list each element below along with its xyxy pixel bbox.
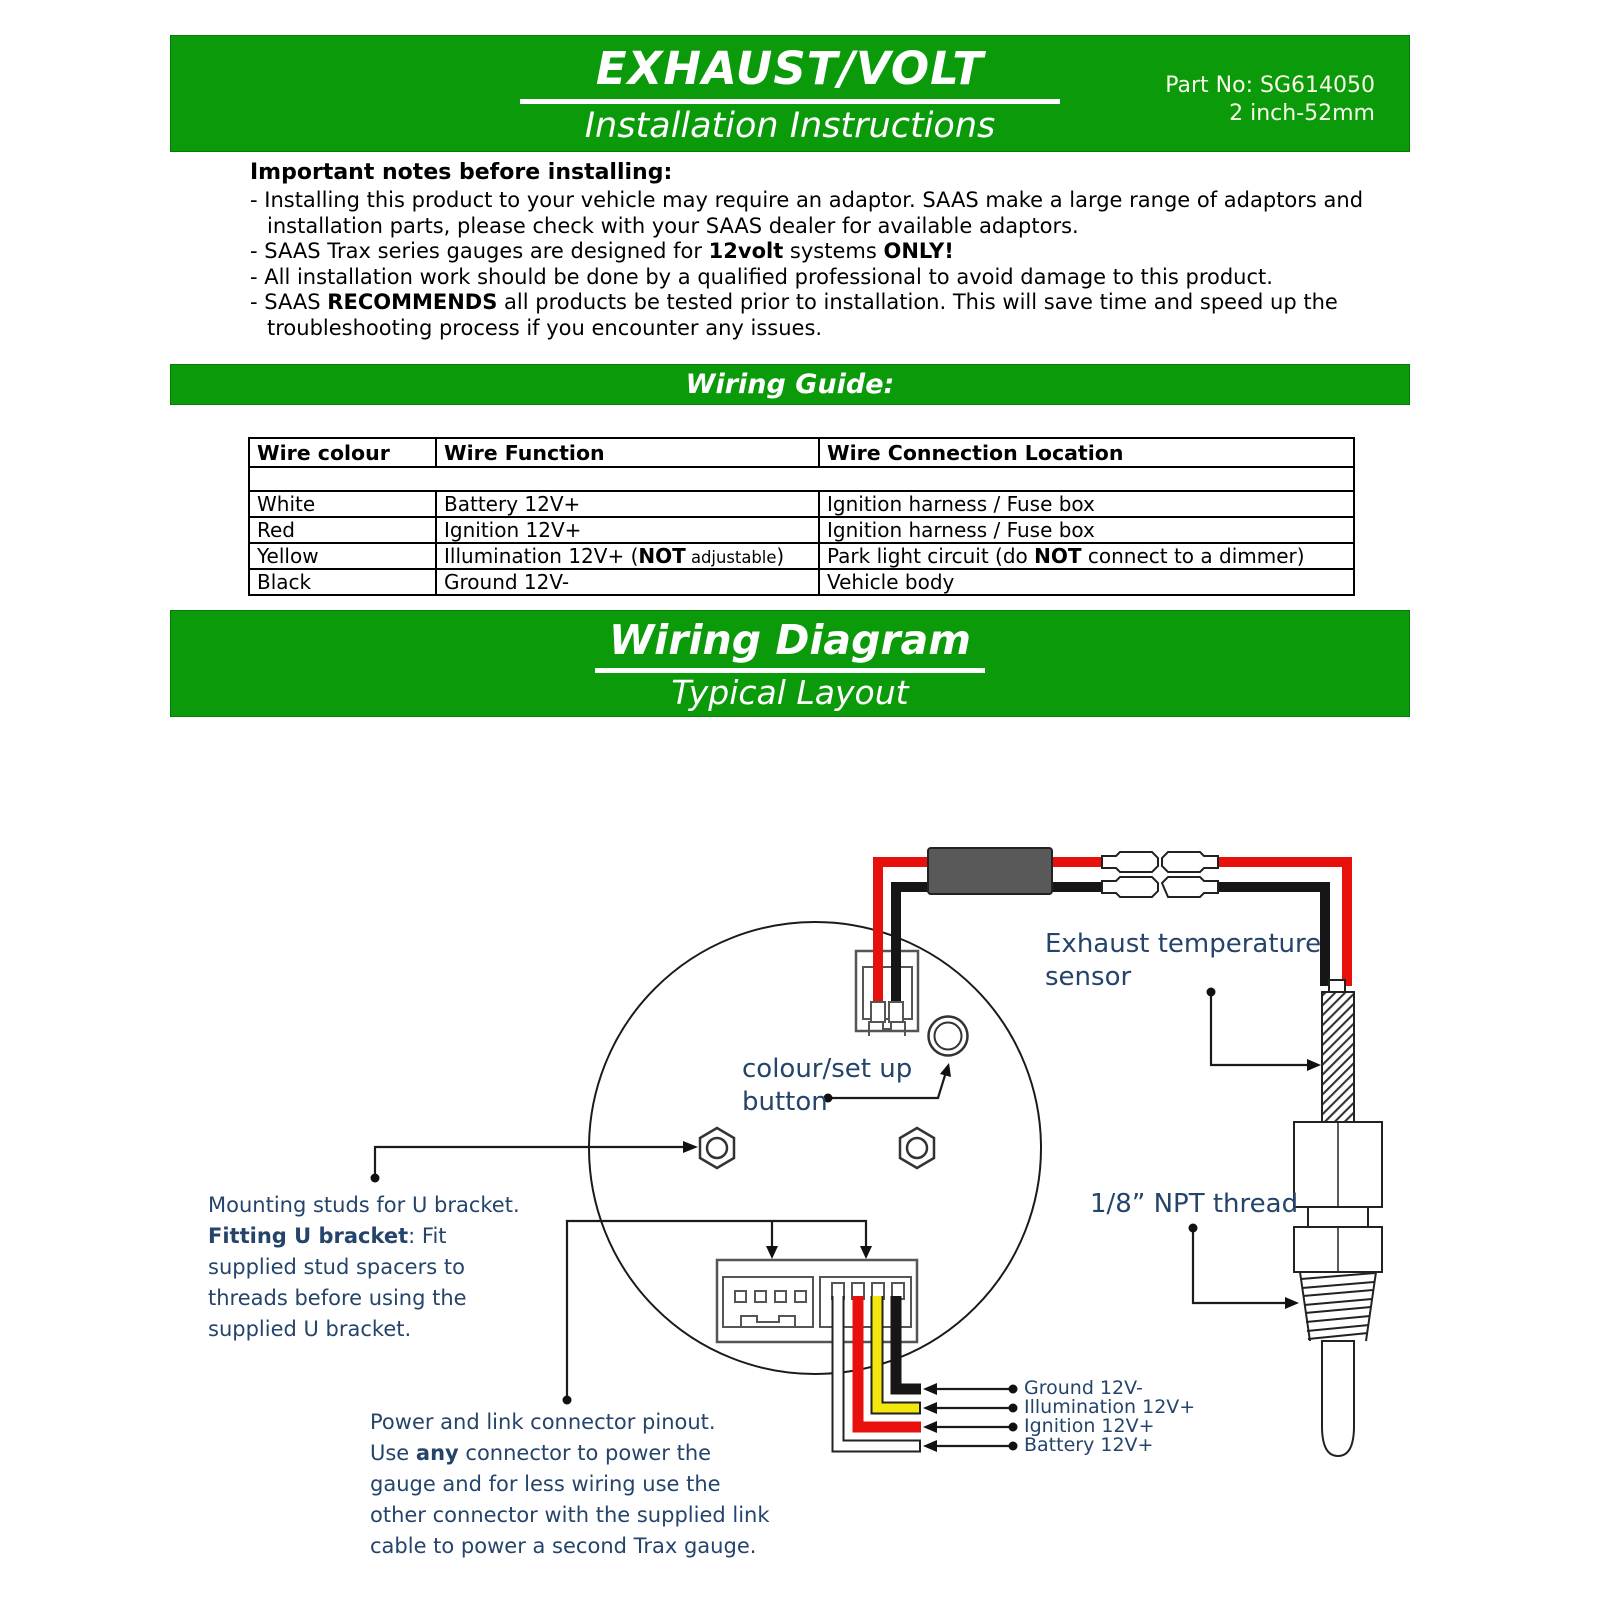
table-row	[249, 569, 1354, 595]
table-row	[249, 491, 1354, 517]
bullet-connector-red-right	[1162, 852, 1218, 872]
col-header-wire-function: Wire Function	[436, 438, 819, 467]
connector-pin-slot	[871, 1002, 885, 1022]
doc-subtitle: Installation Instructions	[584, 106, 996, 146]
power-link-connector-housing	[717, 1260, 917, 1342]
bullet-connector-black-right	[1162, 877, 1218, 897]
inline-connector-module	[928, 848, 1052, 894]
sensor-wire-collar	[1329, 980, 1345, 992]
exhaust-sensor-label: Exhaust temperature sensor	[1045, 929, 1322, 992]
spacer-cell	[249, 467, 1354, 491]
wiring-guide-title: Wiring Guide:	[685, 369, 895, 400]
header-banner	[170, 35, 1410, 152]
col-header-wire-colour: Wire colour	[249, 438, 436, 467]
important-notes	[250, 160, 1385, 341]
part-info	[1165, 72, 1375, 128]
npt-threads	[1300, 1272, 1376, 1341]
doc-title: EXHAUST/VOLT	[595, 42, 985, 95]
setup-button	[929, 1017, 968, 1056]
bullet-connector-red-left	[1102, 852, 1158, 872]
wire-location-cell: Vehicle body	[819, 569, 1354, 595]
gauge-size: 2 inch-52mm	[1229, 101, 1375, 126]
bullet-connectors	[1102, 852, 1218, 897]
mounting-studs-label: Mounting studs for U bracket. Fitting U bracket: Fit supplied stud spacers to threads before using the supplied U bracket.	[208, 1193, 520, 1341]
wiring-table	[248, 437, 1355, 596]
wire-function-cell: Illumination 12V+ (NOT adjustable)	[436, 543, 819, 569]
sensor-label-leader	[1211, 992, 1308, 1065]
battery-wire-label: Battery 12V+	[1024, 1434, 1154, 1456]
connector-pin-slot	[889, 1002, 903, 1022]
wiring-diagram-banner	[170, 610, 1410, 717]
wire-colour-cell: Black	[249, 569, 436, 595]
wiring-guide-banner	[170, 364, 1410, 405]
note-item: - All installation work should be done by a qualified professional to avoid damage to this product.	[250, 264, 1273, 289]
sensor-waist	[1308, 1207, 1368, 1227]
wire-function-cell: Battery 12V+	[436, 491, 819, 517]
pinout-label: Power and link connector pinout. Use any connector to power the gauge and for less wiring use the other connector with the supplied link cable to power a second Trax gauge.	[370, 1410, 770, 1558]
sensor-probe	[1322, 1341, 1354, 1456]
wire-location-cell: Ignition harness / Fuse box	[819, 517, 1354, 543]
wire-colour-cell: White	[249, 491, 436, 517]
wire-location-cell: Ignition harness / Fuse box	[819, 491, 1354, 517]
title-underline	[520, 99, 1060, 104]
notes-heading: Important notes before installing:	[250, 160, 673, 185]
bullet-connector-black-left	[1102, 877, 1158, 897]
wire-function-cell: Ignition 12V+	[436, 517, 819, 543]
setup-button-label: colour/set up button	[742, 1054, 913, 1117]
note-item: - Installing this product to your vehicle may require an adaptor. SAAS make a large range of adaptors and installation parts, please check with your SAAS dealer for available adaptors.	[250, 188, 1364, 238]
table-row	[249, 517, 1354, 543]
table-header-row	[249, 438, 1354, 467]
wire-function-cell: Ground 12V-	[436, 569, 819, 595]
ignition-wire-label: Ignition 12V+	[1024, 1415, 1155, 1437]
wire-colour-cell: Yellow	[249, 543, 436, 569]
ground-wire-label: Ground 12V-	[1024, 1377, 1143, 1399]
npt-label-leader	[1193, 1228, 1286, 1303]
illumination-wire-label: Illumination 12V+	[1024, 1396, 1196, 1418]
npt-thread-label: 1/8” NPT thread	[1090, 1189, 1299, 1219]
note-item: - SAAS Trax series gauges are designed for 12volt systems ONLY!	[250, 239, 954, 263]
table-row	[249, 543, 1354, 569]
exhaust-temperature-sensor	[1294, 980, 1382, 1456]
link-connector-socket	[723, 1277, 813, 1327]
mounting-stud-left	[700, 1128, 734, 1168]
wiring-diagram-subtitle: Typical Layout	[671, 673, 909, 712]
table-spacer-row	[249, 467, 1354, 491]
part-number: Part No: SG614050	[1165, 73, 1375, 98]
wire-colour-cell: Red	[249, 517, 436, 543]
sensor-braided-sheath	[1322, 992, 1354, 1122]
wire-location-cell: Park light circuit (do NOT connect to a dimmer)	[819, 543, 1354, 569]
gauge-top-connector	[856, 951, 918, 1031]
col-header-wire-connection: Wire Connection Location	[819, 438, 1354, 467]
mounting-stud-right	[900, 1128, 934, 1168]
note-item: - SAAS RECOMMENDS all products be tested prior to installation. This will save time and speed up the troubleshooting process if you encounter any issues.	[250, 290, 1338, 340]
wiring-diagram-title: Wiring Diagram	[608, 616, 972, 664]
